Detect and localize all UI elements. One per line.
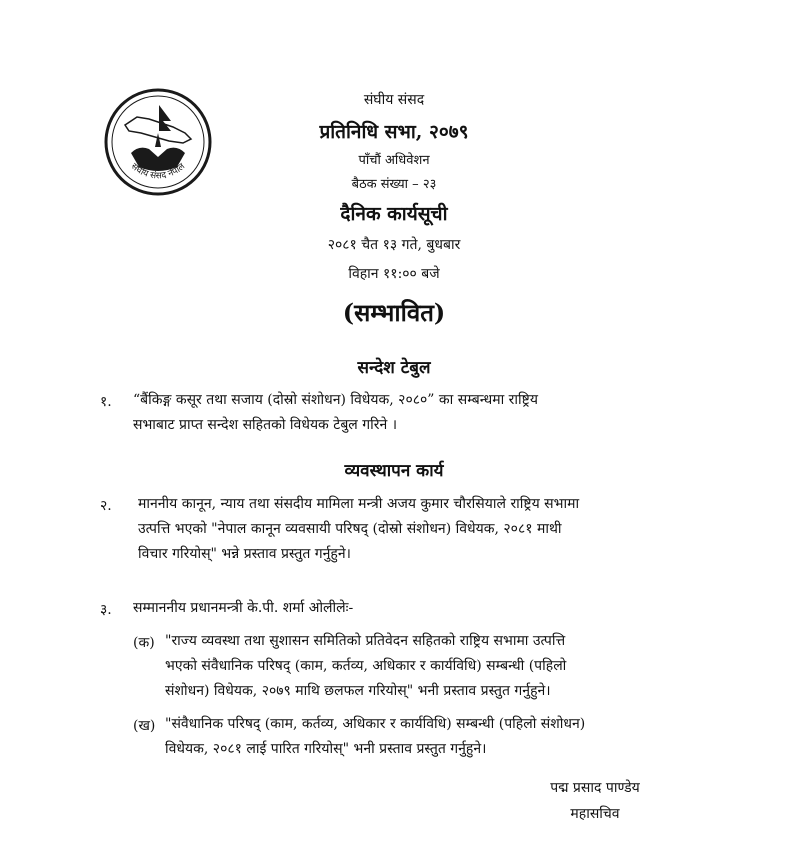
logo-ring-text: संघीय संसद नेपाल [128, 161, 188, 182]
house-title: प्रतिनिधि सभा, २०७९ [319, 121, 469, 143]
section-heading-message-table: सन्देश टेबुल [357, 358, 431, 378]
tentative-label: (सम्भावित) [342, 298, 446, 327]
agenda-item-3-intro: सम्माननीय प्रधानमन्त्री के.पी. शर्मा ओलीलेः- [133, 600, 354, 616]
item-number: १. [100, 394, 112, 410]
agenda-item-3-ka: "राज्य व्यवस्था तथा सुशासन समितिको प्रतिवेदन सहितको राष्ट्रिय सभामा उत्पत्ति भएको संवैधानिक परिषद् (काम, कर्तव्य, अधिकार र कार्यविधि) सम्बन्धी (पहिलो संशोधन) विधेयक, २०७९ माथि छलफल गरियोस्" भनी प्रस्ताव प्रस्तुत गर्नुहुने। [165, 633, 567, 699]
section-heading-legislative-work: व्यवस्थापन कार्य [344, 461, 444, 481]
meeting-number: बैठक संख्या – २३ [351, 177, 437, 192]
subitem-label: (ख) [133, 718, 156, 734]
item-number: ३. [100, 602, 112, 618]
signatory-name: पद्म प्रसाद पाण्डेय [550, 780, 640, 796]
signatory-designation: महासचिव [570, 806, 620, 822]
session-label: पाँचौं अधिवेशन [358, 153, 430, 168]
agenda-item-3-kha: "संवैधानिक परिषद् (काम, कर्तव्य, अधिकार र कार्यविधि) सम्बन्धी (पहिलो संशोधन) विधेयक, २०८१ लाई पारित गरियोस्" भनी प्रस्ताव प्रस्तुत गर्नुहुने। [165, 716, 586, 757]
subitem-label: (क) [133, 635, 155, 651]
agenda-time: विहान ११:०० बजे [348, 266, 440, 282]
agenda-date: २०८१ चैत १३ गते, बुधबार [327, 237, 461, 253]
item-number: २. [100, 498, 112, 514]
agenda-item-1: “बैंकिङ्ग कसूर तथा सजाय (दोस्रो संशोधन) विधेयक, २०८०” का सम्बन्धमा राष्ट्रिय सभाबाट प्राप्त सन्देश सहितको विधेयक टेबुल गरिने । [133, 392, 538, 433]
parliament-name: संघीय संसद [363, 92, 425, 108]
agenda-title: दैनिक कार्यसूची [340, 203, 448, 225]
agenda-item-2: माननीय कानून, न्याय तथा संसदीय मामिला मन्त्री अजय कुमार चौरसियाले राष्ट्रिय सभामा उत्पत्ति भएको "नेपाल कानून व्यवसायी परिषद् (दोस्रो संशोधन) विधेयक, २०८१ माथी विचार गरियोस्" भन्ने प्रस्ताव प्रस्तुत गर्नुहुने। [138, 496, 580, 562]
